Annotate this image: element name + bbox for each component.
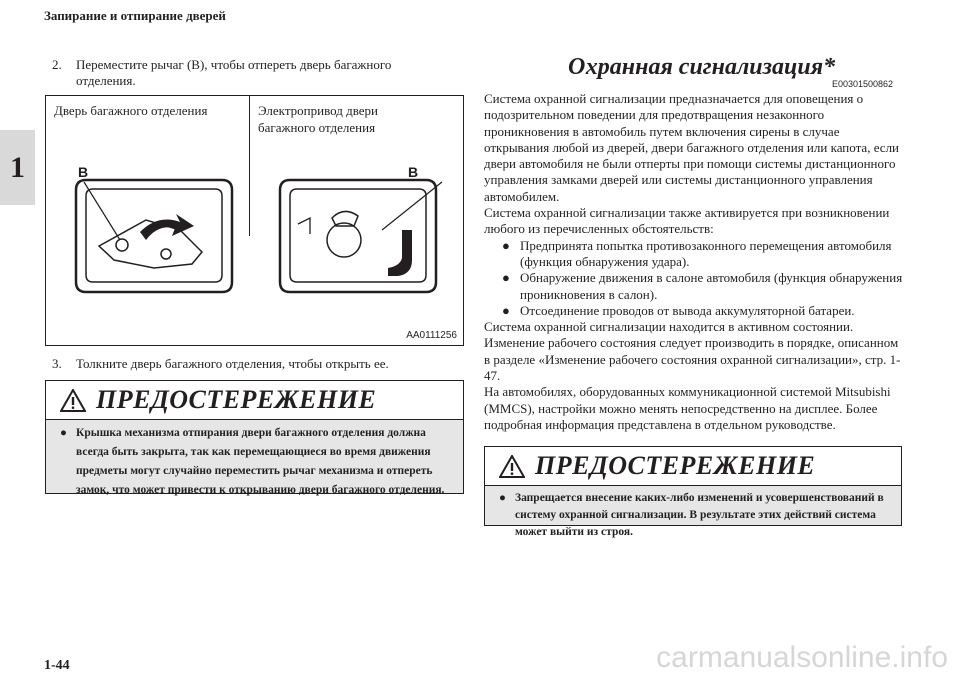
list-item <box>484 303 904 319</box>
lever-right-illustration <box>262 160 457 300</box>
warning-text: Запрещается внесение каких-либо изменений и усовершенствований в систему охранной сигнализации. В результате этих действий система может выйти из строя. <box>515 492 884 538</box>
illustration-figure <box>45 95 464 346</box>
figure-code: AA0111256 <box>406 330 457 341</box>
paragraph-3: Система охранной сигнализации находится в активном состоянии. Изменение рабочего состояния следует производить в порядке, описанном в разделе «Изменение рабочего состояния охранной сигнализации», стр. 1-47. <box>484 319 901 384</box>
list-item-text: Предпринята попытка противозаконного перемещения автомобиля (функция обнаружения удара). <box>520 237 892 269</box>
bullet-marker: ● <box>502 270 510 286</box>
bullet-marker: ● <box>60 427 67 439</box>
step-3-text: Толкните дверь багажного отделения, чтобы открыть ее. <box>76 356 389 371</box>
section-title: Охранная сигнализация* <box>568 54 836 80</box>
paragraph-4: На автомобилях, оборудованных коммуникационной системой Mitsubishi (MMCS), настройки можно менять непосредственно на дисплее. Более подробная информация представлена в отдельном руководстве. <box>484 384 891 432</box>
warning-triangle-icon <box>499 455 525 478</box>
label-b-right: B <box>408 164 419 180</box>
warning-title: ПРЕДОСТЕРЕЖЕНИЕ <box>535 451 816 480</box>
paragraph-1: Система охранной сигнализации предназначается для оповещения о подозрительном поведении для предотвращения незаконного проникновения в автомобиль путем включения сирены в случае открывания любой из дверей, двери багажного отделения или капота, если двери автомобиля не были отперты при помощи системы дистанционного управления замками дверей или системы дистанционного управления автомобилем. <box>484 91 900 204</box>
section-code: E00301500862 <box>832 79 894 89</box>
warning-text: Крышка механизма отпирания двери багажного отделения должна всегда быть закрыта, так как перемещающиеся во время движения предметы могут случайно переместить рычаг механизма и отпереть замок, что может привести к открыванию двери багажного отделения. <box>76 427 445 496</box>
figure-divider <box>249 96 250 236</box>
warning-body <box>46 420 463 500</box>
section-body <box>484 91 904 433</box>
paragraph-2: Система охранной сигнализации также активируется при возникновении любого из перечисленных обстоятельств: <box>484 205 890 237</box>
figure-caption-left: Дверь багажного отделения <box>54 103 208 118</box>
list-item <box>484 270 904 303</box>
warning-header <box>485 447 901 486</box>
chapter-tab: 1 <box>0 130 35 205</box>
lever-left-illustration <box>54 160 249 300</box>
warning-triangle-icon <box>60 389 86 412</box>
warning-header <box>46 381 463 420</box>
step-3-number: 3. <box>52 356 62 371</box>
warning-box-left <box>45 380 464 494</box>
page-header: Запирание и отпирание дверей <box>44 8 226 23</box>
figure-caption-right: Электропривод двери багажного отделения <box>258 103 379 135</box>
bullet-marker: ● <box>502 302 510 318</box>
step-2-number: 2. <box>52 57 62 72</box>
list-item-text: Отсоединение проводов от вывода аккумуляторной батареи. <box>520 302 855 318</box>
bullet-marker: ● <box>502 237 510 253</box>
list-item <box>484 238 904 271</box>
warning-title: ПРЕДОСТЕРЕЖЕНИЕ <box>96 385 377 414</box>
step-2-text: Переместите рычаг (B), чтобы отпереть дверь багажного отделения. <box>76 57 392 88</box>
page-number: 1-44 <box>44 658 70 673</box>
warning-box-right <box>484 446 902 538</box>
bullet-marker: ● <box>499 492 506 504</box>
label-b-left: B <box>78 164 89 180</box>
warning-body <box>485 486 901 541</box>
watermark: carmanualsonline.info <box>656 641 948 674</box>
list-item-text: Обнаружение движения в салоне автомобиля (функция обнаружения проникновения в салон). <box>520 270 903 302</box>
